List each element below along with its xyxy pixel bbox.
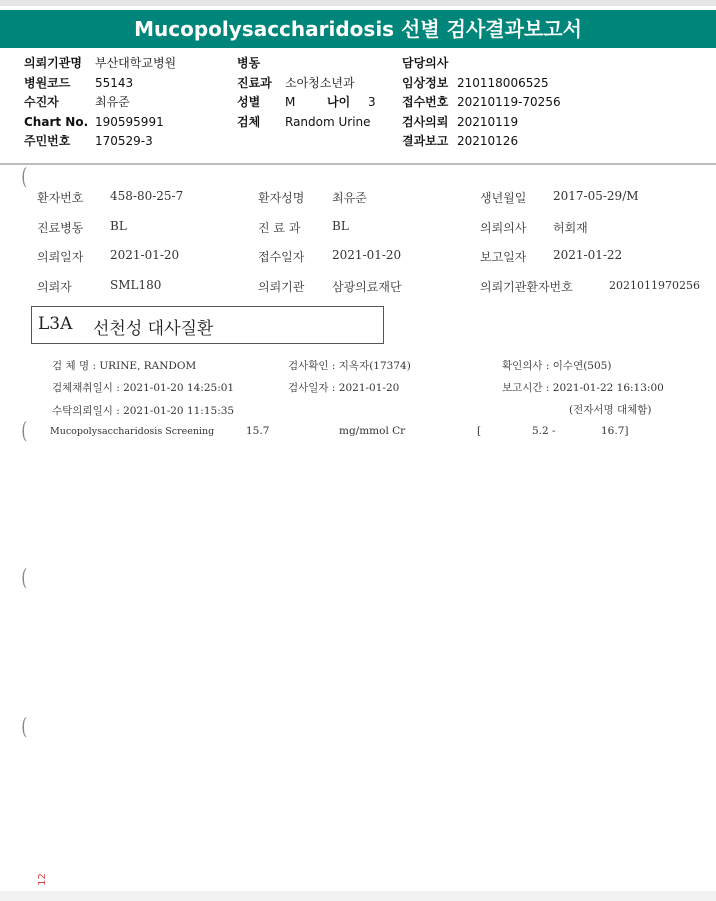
test-category-box (31, 306, 384, 344)
patient-field-label: 접수일자 (258, 250, 305, 264)
test-code: L3A (38, 314, 73, 334)
header-col3-label: 결과보고 (402, 134, 449, 148)
reference-low: 5.2 - (532, 425, 556, 437)
header-col1-value: 55143 (95, 75, 134, 90)
patient-field-label: 보고일자 (480, 250, 527, 264)
result-test-name: Mucopolysaccharidosis Screening (50, 426, 215, 437)
header-col2-label: 성별 (237, 95, 261, 109)
page-number: 12 (36, 873, 48, 886)
header-col2-label: 진료과 (237, 75, 272, 90)
result-unit: mg/mmol Cr (339, 425, 406, 437)
header-col1-value: 190595991 (95, 114, 164, 129)
header-col2-value: 소아청소년과 (285, 75, 355, 90)
patient-field-label: 의뢰의사 (480, 220, 527, 235)
header-col3-label: 검사의뢰 (402, 114, 449, 129)
patient-field-value: 2021-01-20 (332, 248, 402, 262)
confirming-doctor: 확인의사 : 이수연(505) (502, 360, 612, 372)
header-col2-label: 병동 (237, 56, 261, 70)
collection-datetime: 검체채취일시 : 2021-01-20 14:25:01 (52, 382, 235, 394)
binding-mark: ( (21, 566, 28, 591)
patient-field-value: 458-80-25-7 (110, 189, 184, 203)
request-datetime: 수탁의뢰일시 : 2021-01-20 11:15:35 (52, 405, 235, 417)
patient-field-value: 최유준 (332, 191, 367, 205)
header-col1-value: 170529-3 (95, 134, 153, 148)
binding-mark: ( (21, 165, 28, 190)
header-col1-value: 부산대학교병원 (95, 56, 177, 70)
reference-bracket: [ (477, 425, 482, 437)
header-col1-label: 수진자 (24, 95, 59, 109)
test-confirmer: 검사확인 : 지옥자(17374) (288, 360, 411, 372)
patient-field-value: BL (110, 218, 127, 233)
header-col3-label: 접수번호 (402, 95, 449, 109)
header-col1-label: 병원코드 (24, 75, 71, 90)
patient-field-label: 환자번호 (37, 191, 84, 205)
header-col3-value: 20210119-70256 (457, 95, 561, 109)
header-col2-label: 검체 (237, 114, 261, 129)
result-value: 15.7 (246, 425, 270, 437)
patient-field-value: 허회재 (553, 220, 588, 235)
header-col1-label: 의뢰기관명 (24, 56, 82, 70)
age-value: 3 (368, 95, 376, 109)
patient-field-value: 삼광의료재단 (332, 279, 402, 294)
header-col3-value: 20210126 (457, 134, 519, 148)
patient-field-label: 환자성명 (258, 191, 305, 205)
patient-field-value: BL (332, 218, 349, 233)
patient-field-label: 의뢰일자 (37, 250, 84, 264)
header-col3-label: 담당의사 (402, 56, 449, 70)
patient-field-label: 의뢰자 (37, 279, 72, 294)
patient-field-label: 의뢰기관 (258, 279, 305, 294)
reference-high: 16.7] (601, 425, 629, 437)
top-border (0, 0, 716, 6)
header-col3-value: 20210119 (457, 114, 519, 129)
report-title: Mucopolysaccharidosis 선별 검사결과보고서 (0, 10, 716, 48)
header-col2-value: Random Urine (285, 114, 371, 129)
patient-field-value: 2021011970256 (609, 278, 700, 292)
header-divider (0, 163, 716, 165)
header-col3-label: 임상정보 (402, 75, 449, 90)
patient-field-value: 2017-05-29/M (553, 189, 639, 203)
header-col3-value: 210118006525 (457, 75, 549, 90)
e-signature-note: (전자서명 대체함) (569, 404, 652, 416)
report-time: 보고시간 : 2021-01-22 16:13:00 (502, 382, 664, 394)
header-col1-value: 최유준 (95, 95, 130, 109)
test-category-name: 선천성 대사질환 (93, 319, 214, 339)
specimen-name: 검 체 명 : URINE, RANDOM (52, 360, 197, 372)
age-field (327, 93, 376, 112)
test-date: 검사일자 : 2021-01-20 (288, 382, 400, 394)
patient-field-value: 2021-01-20 (110, 248, 180, 262)
patient-field-value: 2021-01-22 (553, 248, 623, 262)
binding-mark: ( (21, 419, 28, 444)
patient-field-label: 의뢰기관환자번호 (480, 279, 573, 294)
patient-field-label: 생년월일 (480, 191, 527, 205)
patient-field-label: 진 료 과 (258, 220, 301, 235)
header-col1-label: Chart No. (24, 114, 89, 129)
binding-mark: ( (21, 715, 28, 740)
header-col1-label: 주민번호 (24, 134, 71, 148)
header-col2-value: M (285, 95, 296, 109)
age-label: 나이 (327, 95, 351, 109)
patient-field-label: 진료병동 (37, 220, 84, 235)
patient-field-value: SML180 (110, 277, 162, 292)
